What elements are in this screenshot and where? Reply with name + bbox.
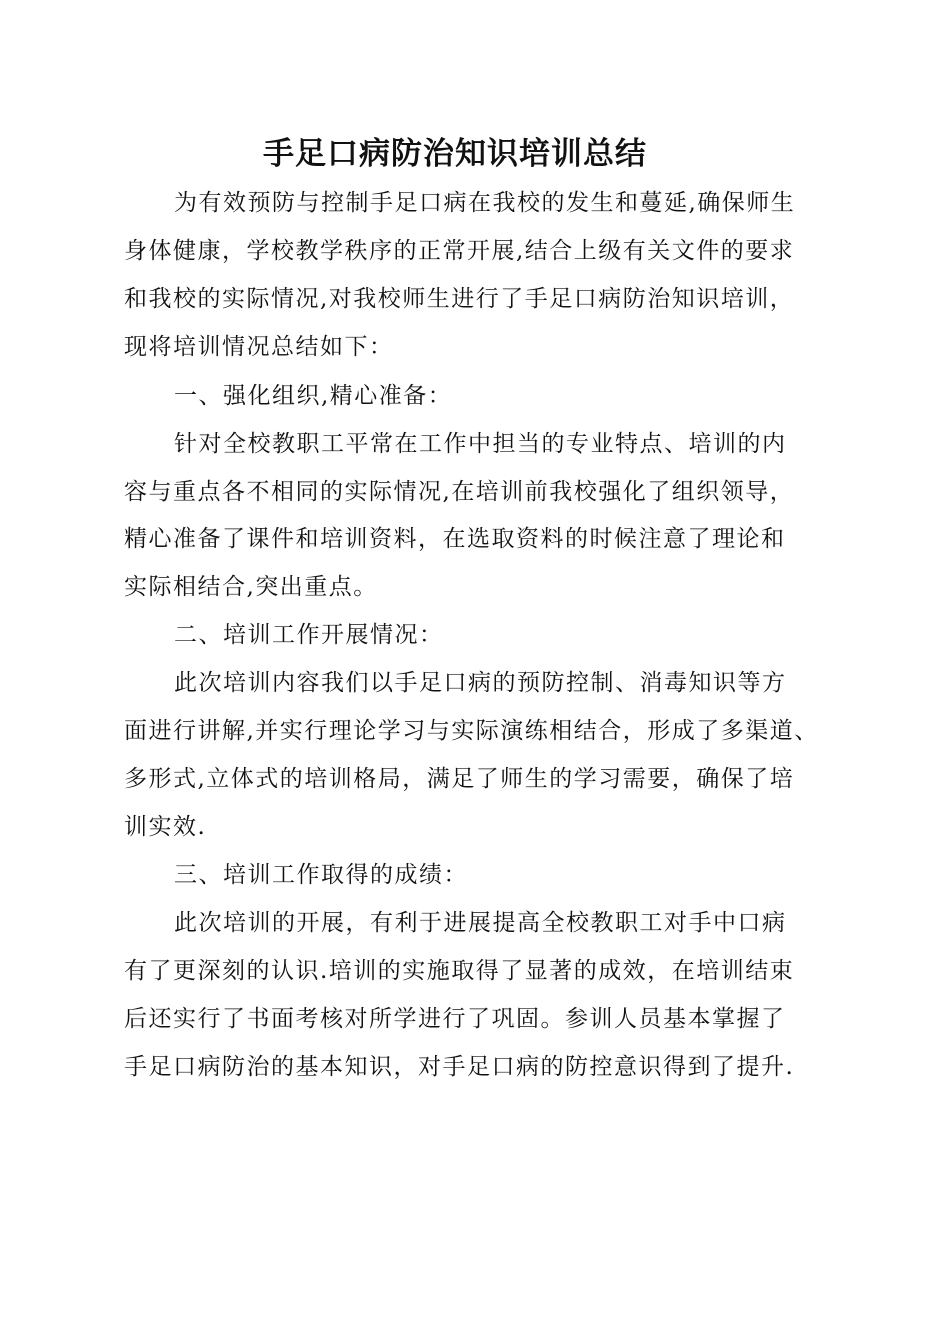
paragraph-line: 手足口病防治的基本知识，对手足口病的防控意识得到了提升. bbox=[124, 1054, 795, 1080]
paragraph-line: 面进行讲解,并实行理论学习与实际演练相结合，形成了多渠道、 bbox=[124, 718, 819, 744]
paragraph-line: 和我校的实际情况,对我校师生进行了手足口病防治知识培训， bbox=[124, 286, 795, 312]
paragraph-line: 身体健康，学校教学秩序的正常开展,结合上级有关文件的要求 bbox=[124, 238, 795, 264]
section-heading: 二、培训工作开展情况： bbox=[174, 622, 444, 648]
paragraph-line: 多形式,立体式的培训格局，满足了师生的学习需要，确保了培 bbox=[124, 766, 795, 792]
paragraph-line: 有了更深刻的认识.培训的实施取得了显著的成效，在培训结束 bbox=[124, 958, 795, 984]
document-title: 手足口病防治知识培训总结 bbox=[263, 136, 647, 172]
paragraph-line: 此次培训内容我们以手足口病的预防控制、消毒知识等方 bbox=[174, 670, 787, 696]
paragraph-line: 针对全校教职工平常在工作中担当的专业特点、培训的内 bbox=[174, 431, 787, 457]
paragraph-line: 后还实行了书面考核对所学进行了巩固。参训人员基本掌握了 bbox=[124, 1006, 786, 1032]
paragraph-line: 现将培训情况总结如下： bbox=[124, 334, 394, 360]
section-heading: 一、强化组织,精心准备： bbox=[174, 383, 453, 409]
paragraph-line: 此次培训的开展，有利于进展提高全校教职工对手中口病 bbox=[174, 910, 787, 936]
paragraph-line: 为有效预防与控制手足口病在我校的发生和蔓延,确保师生 bbox=[174, 190, 796, 216]
paragraph-line: 训实效. bbox=[124, 814, 207, 840]
paragraph-line: 精心准备了课件和培训资料，在选取资料的时候注意了理论和 bbox=[124, 526, 786, 552]
section-heading: 三、培训工作取得的成绩： bbox=[174, 862, 468, 888]
paragraph-line: 容与重点各不相同的实际情况,在培训前我校强化了组织领导， bbox=[124, 479, 795, 505]
paragraph-line: 实际相结合,突出重点。 bbox=[124, 574, 378, 600]
